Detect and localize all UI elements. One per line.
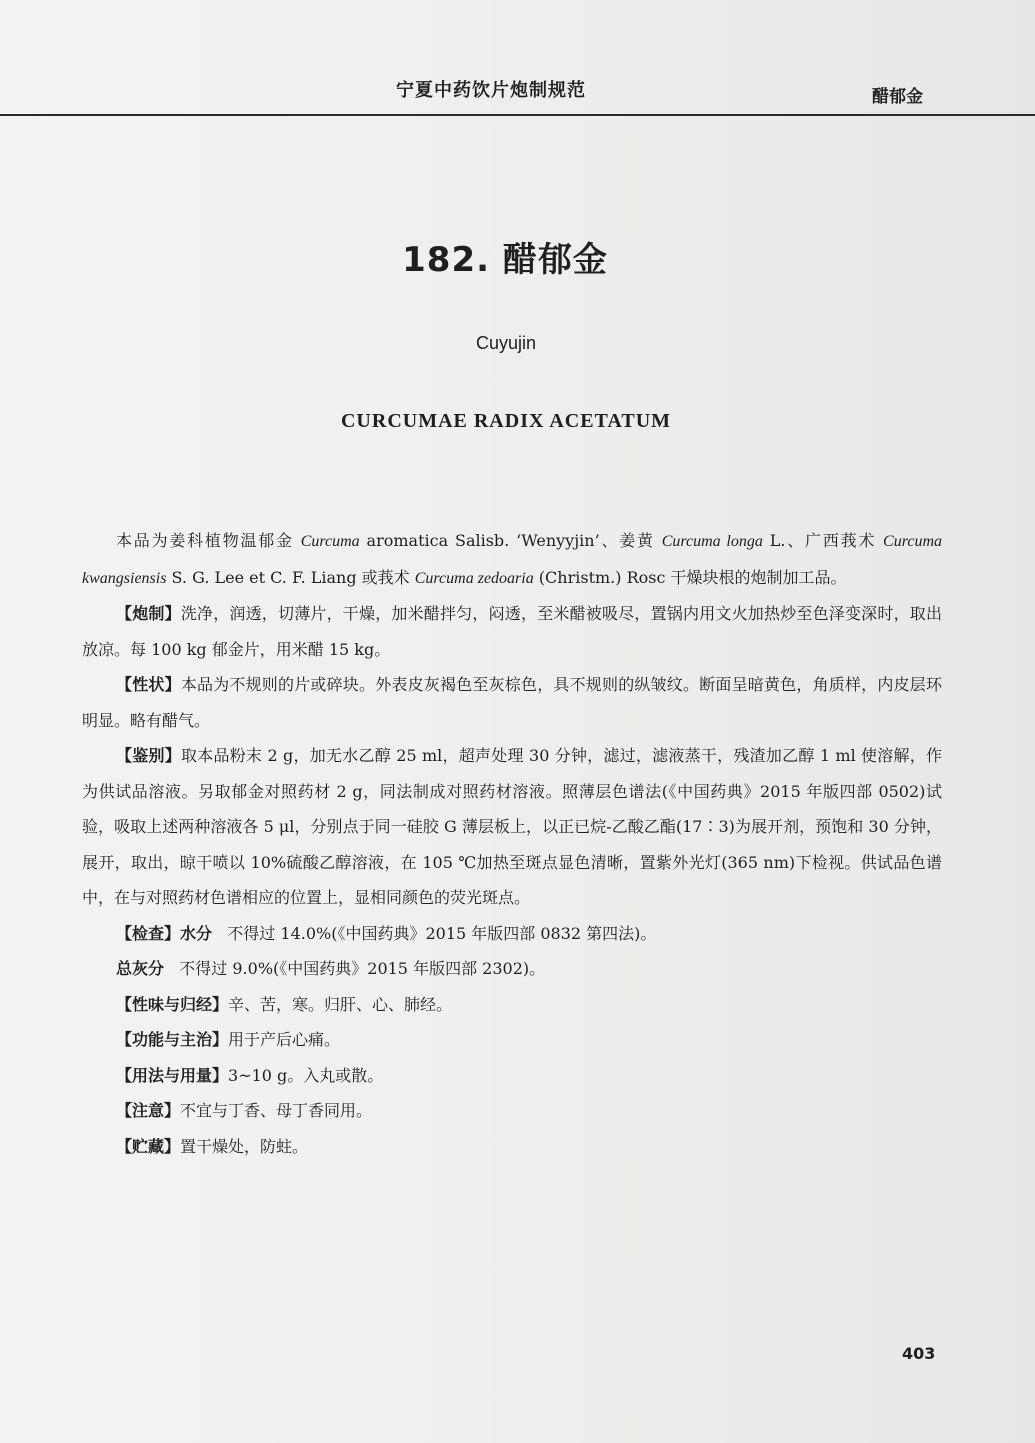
species-name: Curcuma longa xyxy=(661,533,763,550)
storage-paragraph xyxy=(82,1129,942,1165)
processing-paragraph xyxy=(82,596,942,667)
pinyin-name: Cuyujin xyxy=(475,333,537,353)
species-name: Curcuma xyxy=(300,533,360,550)
description-label: 【性状】 xyxy=(116,675,181,694)
monograph-body xyxy=(82,523,942,1164)
intro-text: L.、广西莪术 xyxy=(762,531,884,550)
intro-text: aromatica Salisb. ‘Wenyyjin’、姜黄 xyxy=(359,531,662,550)
function-paragraph xyxy=(82,1022,942,1058)
processing-text: 洗净，润透，切薄片，干燥，加米醋拌匀，闷透，至米醋被吸尽，置锅内用文火加热炒至色泽变深时，取出放凉。每 100 kg 郁金片，用米醋 15 kg。 xyxy=(82,604,942,659)
intro-paragraph xyxy=(82,523,942,596)
inspection-paragraph xyxy=(82,916,942,952)
latin-name: CURCUMAE RADIX ACETATUM xyxy=(340,410,672,432)
header-divider xyxy=(0,114,1035,116)
nature-label: 【性味与归经】 xyxy=(116,994,229,1014)
inspection-label: 【检查】 xyxy=(116,923,181,943)
page-number: 403 xyxy=(902,1344,936,1363)
caution-label: 【注意】 xyxy=(116,1101,181,1120)
species-name: Curcuma kwangsiensis xyxy=(82,533,943,587)
function-label: 【功能与主治】 xyxy=(116,1030,229,1049)
book-title: 宁夏中药饮片炮制规范 xyxy=(396,80,586,101)
nature-text: 辛、苦，寒。归肝、心、肺经。 xyxy=(228,994,453,1014)
caution-text: 不宜与丁香、母丁香同用。 xyxy=(180,1101,373,1120)
storage-text: 置干燥处，防蛀。 xyxy=(180,1136,309,1156)
dosage-label: 【用法与用量】 xyxy=(116,1065,229,1085)
intro-text: 本品为姜科植物温郁金 xyxy=(116,531,301,550)
function-text: 用于产后心痛。 xyxy=(228,1030,341,1049)
description-text: 本品为不规则的片或碎块。外表皮灰褐色至灰棕色，具不规则的纵皱纹。断面呈暗黄色，角质样，内皮层环明显。略有醋气。 xyxy=(82,675,942,730)
ash-paragraph xyxy=(82,951,942,987)
moisture-text: 不得过 14.0%(《中国药典》2015 年版四部 0832 第四法)。 xyxy=(227,923,657,943)
running-header xyxy=(0,76,1035,112)
dosage-text: 3~10 g。入丸或散。 xyxy=(228,1065,384,1085)
caution-paragraph xyxy=(82,1093,942,1129)
dosage-paragraph xyxy=(82,1058,942,1094)
ash-text: 不得过 9.0%(《中国药典》2015 年版四部 2302)。 xyxy=(179,959,546,978)
nature-paragraph xyxy=(82,987,942,1023)
species-name: Curcuma zedoaria xyxy=(414,569,534,587)
intro-text: (Christm.) Rosc 干燥块根的炮制加工品。 xyxy=(533,567,847,587)
storage-label: 【贮藏】 xyxy=(116,1136,181,1156)
ash-label: 总灰分 xyxy=(116,959,165,978)
identification-label: 【鉴别】 xyxy=(116,746,181,765)
moisture-label: 水分 xyxy=(180,923,213,943)
intro-text: S. G. Lee et C. F. Liang 或莪术 xyxy=(166,567,415,587)
section-name: 醋郁金 xyxy=(872,87,923,107)
description-paragraph xyxy=(82,667,942,738)
identification-paragraph xyxy=(82,738,942,916)
monograph-title: 182. 醋郁金 xyxy=(402,240,608,280)
identification-text: 取本品粉末 2 g，加无水乙醇 25 ml，超声处理 30 分钟，滤过，滤液蒸干，残渣加乙醇 1 ml 使溶解，作为供试品溶液。另取郁金对照药材 2 g，同法制成对照药材溶液。照薄层色谱法(《中国药典》2015 年版四部 0502)试验，吸取上述两种溶液各 5 μl，分别点于同一硅胶 G 薄层板上，以正已烷-乙酸乙酯(17∶3)为展开剂，预饱和 30 分钟，展开，取出，晾干喷以 10%硫酸乙醇溶液，在 105 ℃加热至斑点显色清晰，置紫外光灯(365 nm)下检视。供试品色谱中，在与对照药材色谱相应的位置上，显相同颜色的荧光斑点。 xyxy=(82,746,942,907)
processing-label: 【炮制】 xyxy=(116,604,181,623)
